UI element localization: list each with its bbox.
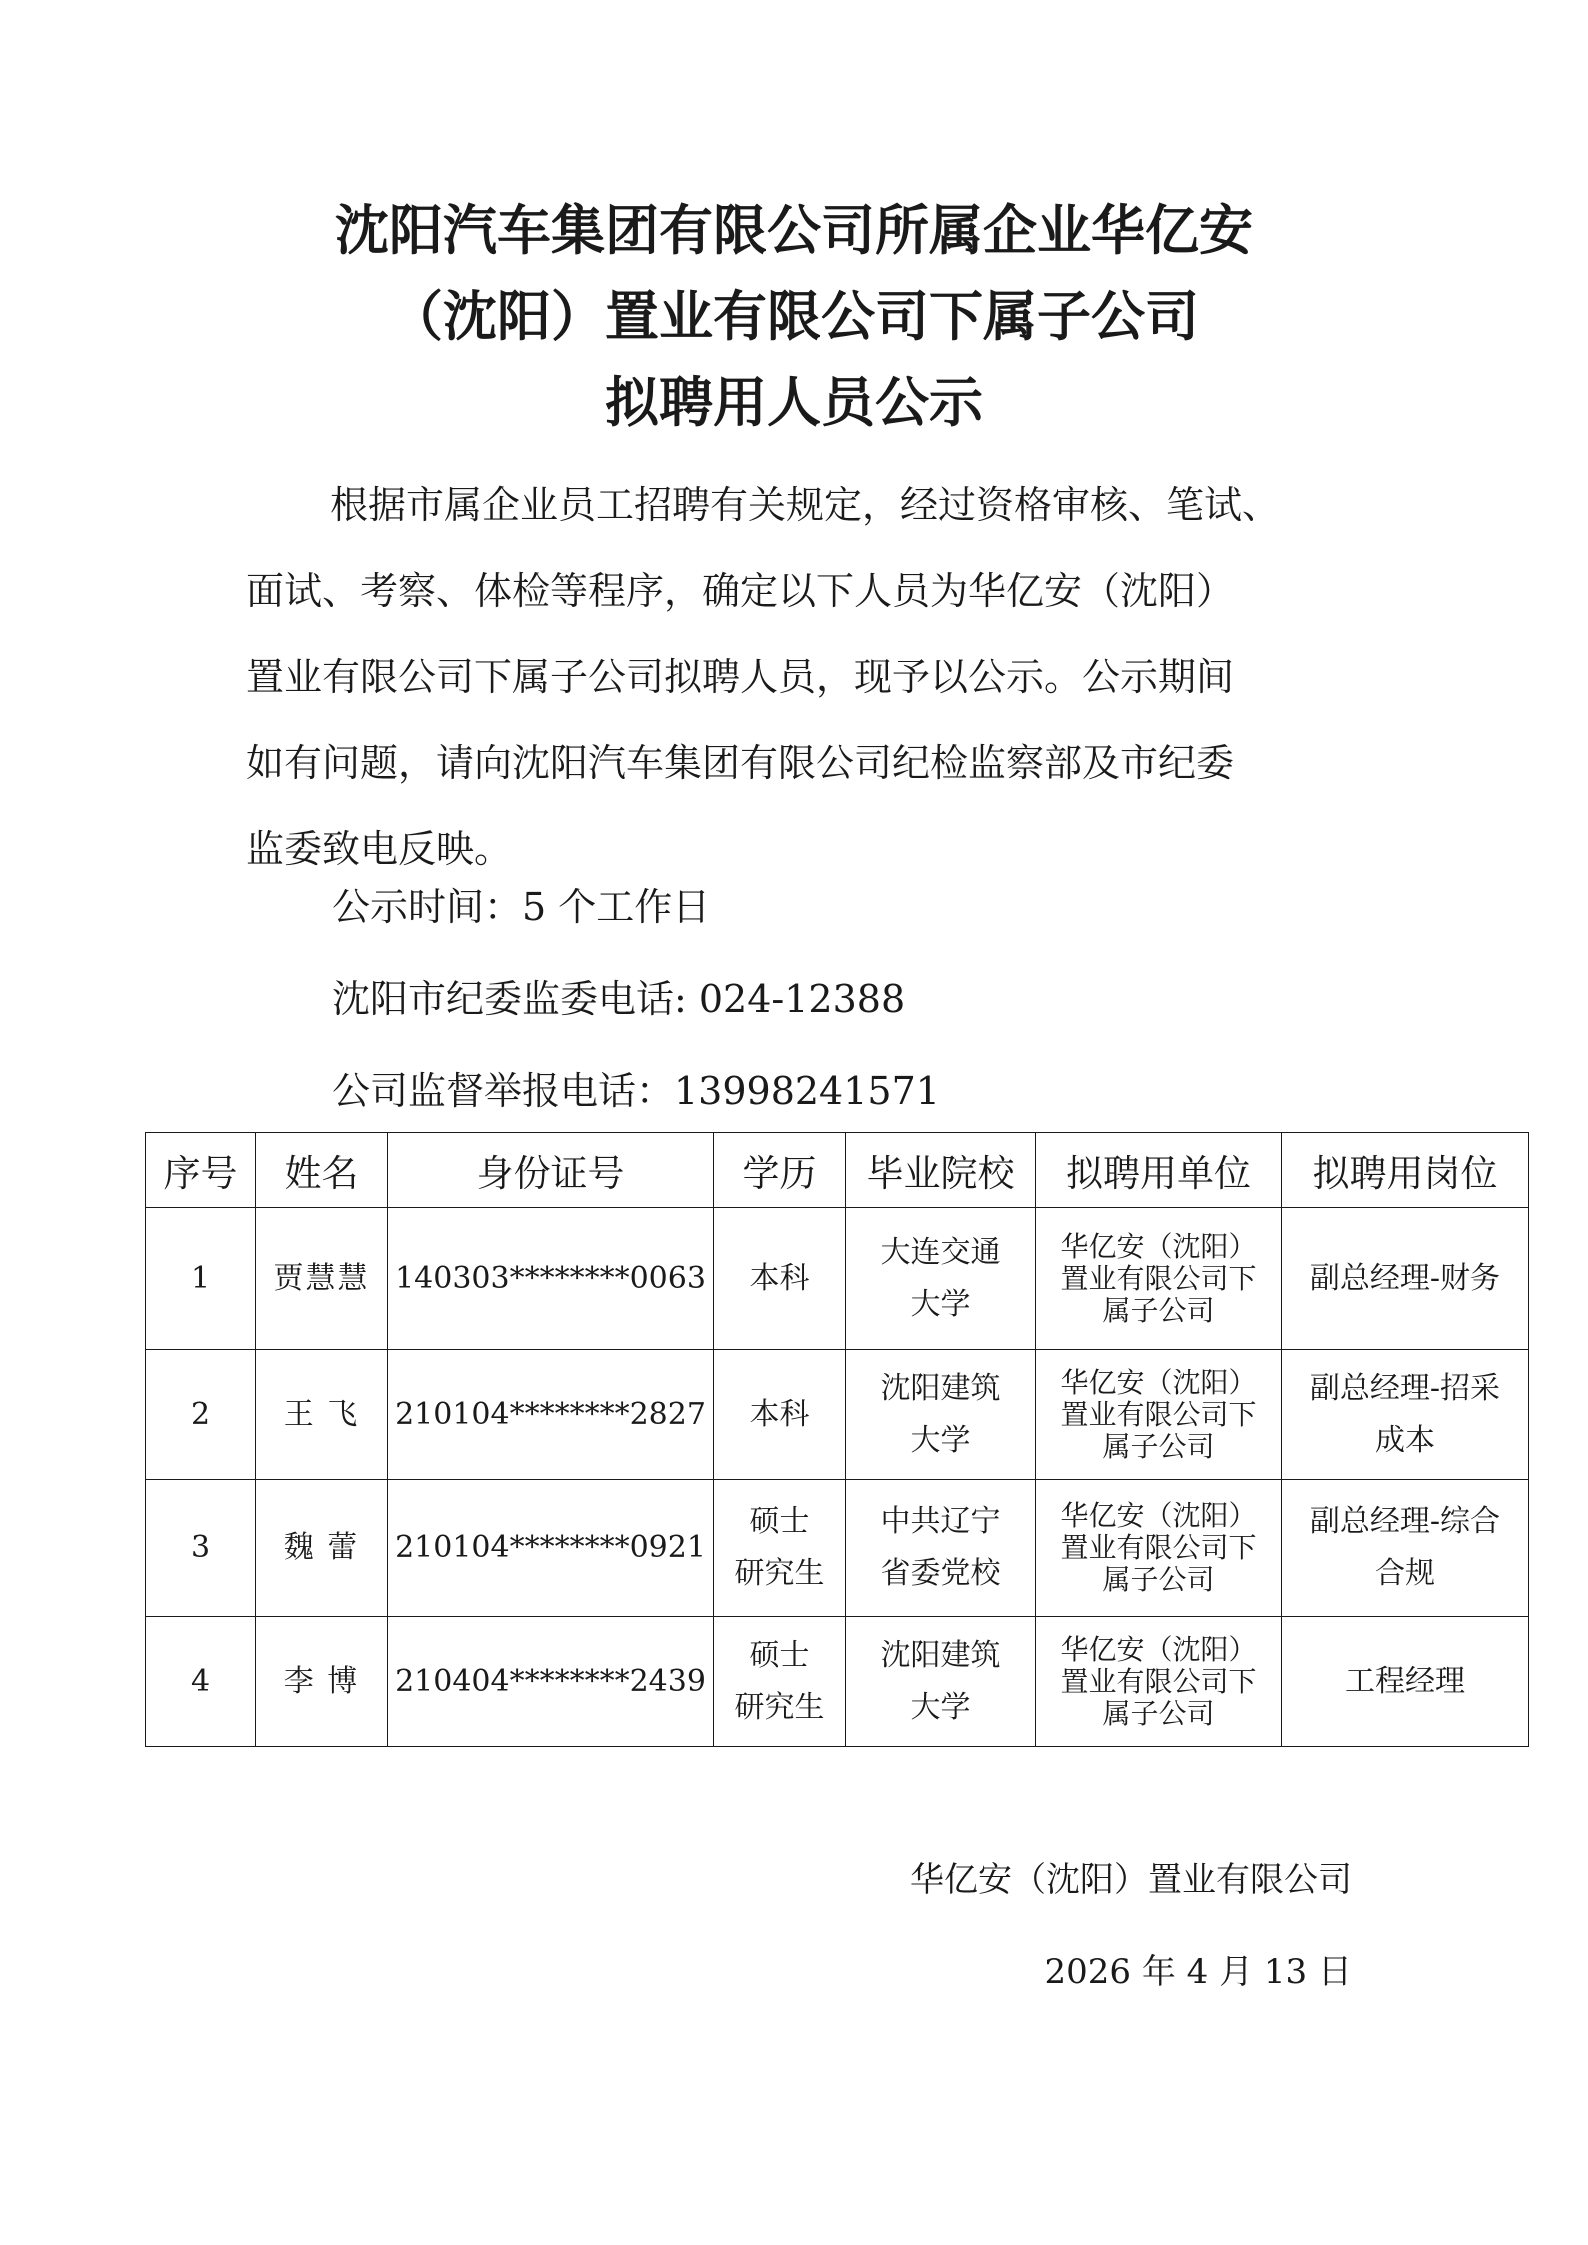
education-line: 本科 xyxy=(749,1260,810,1296)
post-line: 副总经理-财务 xyxy=(1309,1260,1501,1296)
header-school: 毕业院校 xyxy=(846,1133,1036,1208)
school-line: 中共辽宁 xyxy=(880,1504,1001,1539)
document-title xyxy=(0,188,1588,446)
header-id: 身份证号 xyxy=(388,1133,714,1208)
paragraph-line: 置业有限公司下属子公司拟聘人员，现予以公示。公示期间 xyxy=(246,655,1235,699)
cell-unit: 华亿安（沈阳）置业有限公司下属子公司 xyxy=(1036,1617,1282,1747)
cell-name: 李 博 xyxy=(256,1617,388,1747)
post-line: 成本 xyxy=(1375,1422,1435,1458)
cell-no: 3 xyxy=(146,1480,256,1617)
education-line: 研究生 xyxy=(734,1556,825,1591)
cell-unit: 华亿安（沈阳）置业有限公司下属子公司 xyxy=(1036,1350,1282,1480)
education-line: 研究生 xyxy=(734,1689,825,1725)
post-line: 副总经理-招采 xyxy=(1309,1370,1501,1406)
post-line: 工程经理 xyxy=(1345,1663,1465,1699)
header-no: 序号 xyxy=(146,1133,256,1208)
paragraph-line: 根据市属企业员工招聘有关规定，经过资格审核、笔试、 xyxy=(330,483,1281,527)
publicity-period: 公示时间：5 个工作日 xyxy=(332,885,711,929)
education-line: 硕士 xyxy=(749,1504,810,1539)
cell-post xyxy=(1282,1617,1529,1747)
education-line: 硕士 xyxy=(749,1637,810,1673)
table-row xyxy=(146,1208,1529,1350)
cell-education xyxy=(714,1208,846,1350)
cell-no: 4 xyxy=(146,1617,256,1747)
cell-school xyxy=(846,1350,1036,1480)
cell-id: 210404********2439 xyxy=(388,1617,714,1747)
school-line: 省委党校 xyxy=(880,1556,1001,1591)
school-line: 沈阳建筑 xyxy=(880,1637,1001,1673)
cell-no: 1 xyxy=(146,1208,256,1350)
paragraph-line: 如有问题，请向沈阳汽车集团有限公司纪检监察部及市纪委 xyxy=(246,741,1235,785)
cell-school xyxy=(846,1480,1036,1617)
cell-unit: 华亿安（沈阳）置业有限公司下属子公司 xyxy=(1036,1208,1282,1350)
title-line-1: 沈阳汽车集团有限公司所属企业华亿安 xyxy=(335,199,1253,262)
cell-no: 2 xyxy=(146,1350,256,1480)
school-line: 大学 xyxy=(910,1422,971,1458)
company-report-phone: 公司监督举报电话：13998241571 xyxy=(332,1069,940,1113)
cell-id: 140303********0063 xyxy=(388,1208,714,1350)
table-row xyxy=(146,1350,1529,1480)
table-row xyxy=(146,1617,1529,1747)
education-line: 本科 xyxy=(749,1396,810,1432)
paragraph-line: 面试、考察、体检等程序，确定以下人员为华亿安（沈阳） xyxy=(246,569,1235,613)
table-row xyxy=(146,1480,1529,1617)
commission-phone: 沈阳市纪委监委电话: 024-12388 xyxy=(332,977,906,1021)
header-education: 学历 xyxy=(714,1133,846,1208)
cell-name: 贾慧慧 xyxy=(256,1208,388,1350)
cell-unit: 华亿安（沈阳）置业有限公司下属子公司 xyxy=(1036,1480,1282,1617)
signature-company: 华亿安（沈阳）置业有限公司 xyxy=(910,1860,1352,1900)
header-name: 姓名 xyxy=(256,1133,388,1208)
cell-post xyxy=(1282,1208,1529,1350)
cell-post xyxy=(1282,1350,1529,1480)
cell-school xyxy=(846,1617,1036,1747)
school-line: 大学 xyxy=(910,1286,971,1322)
post-line: 合规 xyxy=(1375,1556,1435,1591)
school-line: 大连交通 xyxy=(880,1234,1001,1270)
title-line-2: （沈阳）置业有限公司下属子公司 xyxy=(389,285,1199,348)
cell-id: 210104********0921 xyxy=(388,1480,714,1617)
cell-post xyxy=(1282,1480,1529,1617)
body-paragraph xyxy=(246,462,1356,892)
cell-name: 王 飞 xyxy=(256,1350,388,1480)
title-line-3: 拟聘用人员公示 xyxy=(605,371,983,434)
signature-date: 2026 年 4 月 13 日 xyxy=(1044,1952,1352,1992)
post-line: 副总经理-综合 xyxy=(1309,1504,1501,1539)
cell-education xyxy=(714,1480,846,1617)
cell-school xyxy=(846,1208,1036,1350)
school-line: 大学 xyxy=(910,1689,971,1725)
candidate-table xyxy=(145,1132,1529,1747)
cell-education xyxy=(714,1350,846,1480)
header-unit: 拟聘用单位 xyxy=(1036,1133,1282,1208)
cell-education xyxy=(714,1617,846,1747)
table-header-row xyxy=(146,1133,1529,1208)
cell-id: 210104********2827 xyxy=(388,1350,714,1480)
school-line: 沈阳建筑 xyxy=(880,1370,1001,1406)
cell-name: 魏 蕾 xyxy=(256,1480,388,1617)
header-post: 拟聘用岗位 xyxy=(1282,1133,1529,1208)
paragraph-line: 监委致电反映。 xyxy=(246,827,513,871)
